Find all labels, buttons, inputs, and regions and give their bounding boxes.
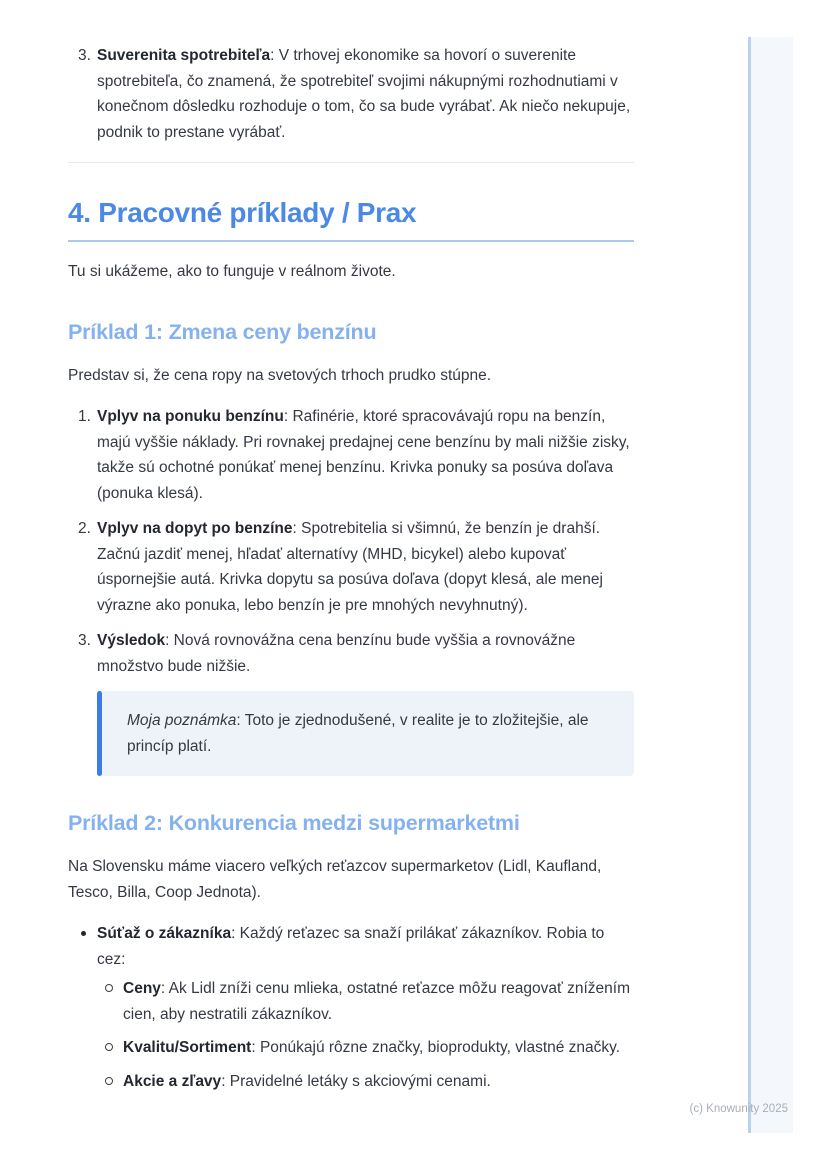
list-item-term: Výsledok (97, 632, 166, 649)
numbered-list (68, 404, 634, 679)
list-item-text: Vplyv na ponuku benzínu: Rafinérie, ktoré spracovávajú ropu na benzín, majú vyššie náklady. Pri rovnakej predajnej cene benzínu by mali nižšie zisky, takže sú ochotné ponúkať menej benzínu. Krivka ponuky sa posúva doľava (ponuka klesá). (97, 408, 630, 502)
section-heading: 4. Pracovné príklady / Prax (68, 195, 634, 242)
bullet-subitem-term: Kvalitu/Sortiment (123, 1039, 252, 1056)
bullet-item-text: Súťaž o zákazníka: Každý reťazec sa snaží prilákať zákazníkov. Robia to cez: (97, 925, 605, 968)
list-item (68, 43, 634, 145)
note-callout (97, 691, 634, 776)
section-intro: Tu si ukážeme, ako to funguje v reálnom živote. (68, 263, 396, 280)
example1-lead: Predstav si, že cena ropy na svetových trhoch prudko stúpne. (68, 366, 492, 384)
bullet-sublist (68, 976, 634, 1094)
bullet-list (68, 921, 634, 1094)
list-item (68, 516, 634, 618)
horizontal-divider (68, 162, 634, 163)
circle-bullet-icon (105, 1043, 113, 1051)
list-item-term: Vplyv na ponuku benzínu (97, 408, 284, 425)
list-item (68, 404, 634, 506)
list-item-number: 3. (78, 47, 91, 64)
note-text: : Toto je zjednodušené, v realite je to zložitejšie, ale princíp platí. (127, 712, 589, 755)
list-item-term: Suverenita spotrebiteľa (97, 47, 271, 64)
bullet-icon (81, 931, 86, 936)
bullet-subitem (68, 1069, 634, 1095)
bullet-subitem-text: Ceny: Ak Lidl zníži cenu mlieka, ostatné reťazce môžu reagovať znížením cien, aby nestratili zákazníkov. (123, 980, 631, 1023)
list-item-term: Vplyv na dopyt po benzíne (97, 520, 293, 537)
page-edge-strip (748, 37, 793, 1133)
bullet-subitem-term: Akcie a zľavy (123, 1072, 222, 1090)
document-content (68, 0, 634, 1094)
example1-title: Príklad 1: Zmena ceny benzínu (68, 319, 377, 344)
list-item-text: Výsledok: Nová rovnovážna cena benzínu bude vyššia a rovnovážne množstvo bude nižšie. (97, 632, 576, 675)
bullet-subitem-text: Kvalitu/Sortiment: Ponúkajú rôzne značky, bioprodukty, vlastné značky. (123, 1039, 621, 1056)
note-label: Moja poznámka (127, 712, 237, 729)
bullet-item-term: Súťaž o zákazníka (97, 925, 232, 942)
circle-bullet-icon (105, 984, 113, 992)
list-item-number: 2. (78, 520, 91, 537)
list-item-text: Vplyv na dopyt po benzíne: Spotrebitelia si všimnú, že benzín je drahší. Začnú jazdiť menej, hľadať alternatívy (MHD, bicykel) alebo kupovať úspornejšie autá. Krivka dopytu sa posúva doľava (dopyt klesá, ale menej výrazne ako ponuka, lebo benzín je pre mnohých nevyhnutný). (97, 520, 603, 614)
list-item-text: Suverenita spotrebiteľa: V trhovej ekonomike sa hovorí o suverenite spotrebiteľa, čo znamená, že spotrebiteľ svojimi nákupnými rozhodnutiami v konečnom dôsledku rozhoduje o tom, čo sa bude vyrábať. Ak niečo nekupuje, podnik to prestane vyrábať. (97, 47, 631, 141)
list-item-number: 1. (78, 408, 91, 425)
bullet-subitem-term: Ceny (123, 980, 161, 997)
example2-lead: Na Slovensku máme viacero veľkých reťazcov supermarketov (Lidl, Kaufland, Tesco, Billa, Coop Jednota). (68, 858, 602, 901)
list-item-number: 3. (78, 632, 91, 649)
bullet-item (68, 921, 634, 972)
example2-title: Príklad 2: Konkurencia medzi supermarketmi (68, 811, 520, 835)
list-item (68, 628, 634, 679)
bullet-subitem (68, 1035, 634, 1061)
bullet-subitem-text: Akcie a zľavy: Pravidelné letáky s akciovými cenami. (123, 1072, 491, 1090)
circle-bullet-icon (105, 1077, 113, 1085)
copyright-watermark: (c) Knowunity 2025 (689, 1103, 788, 1115)
bullet-subitem (68, 976, 634, 1027)
